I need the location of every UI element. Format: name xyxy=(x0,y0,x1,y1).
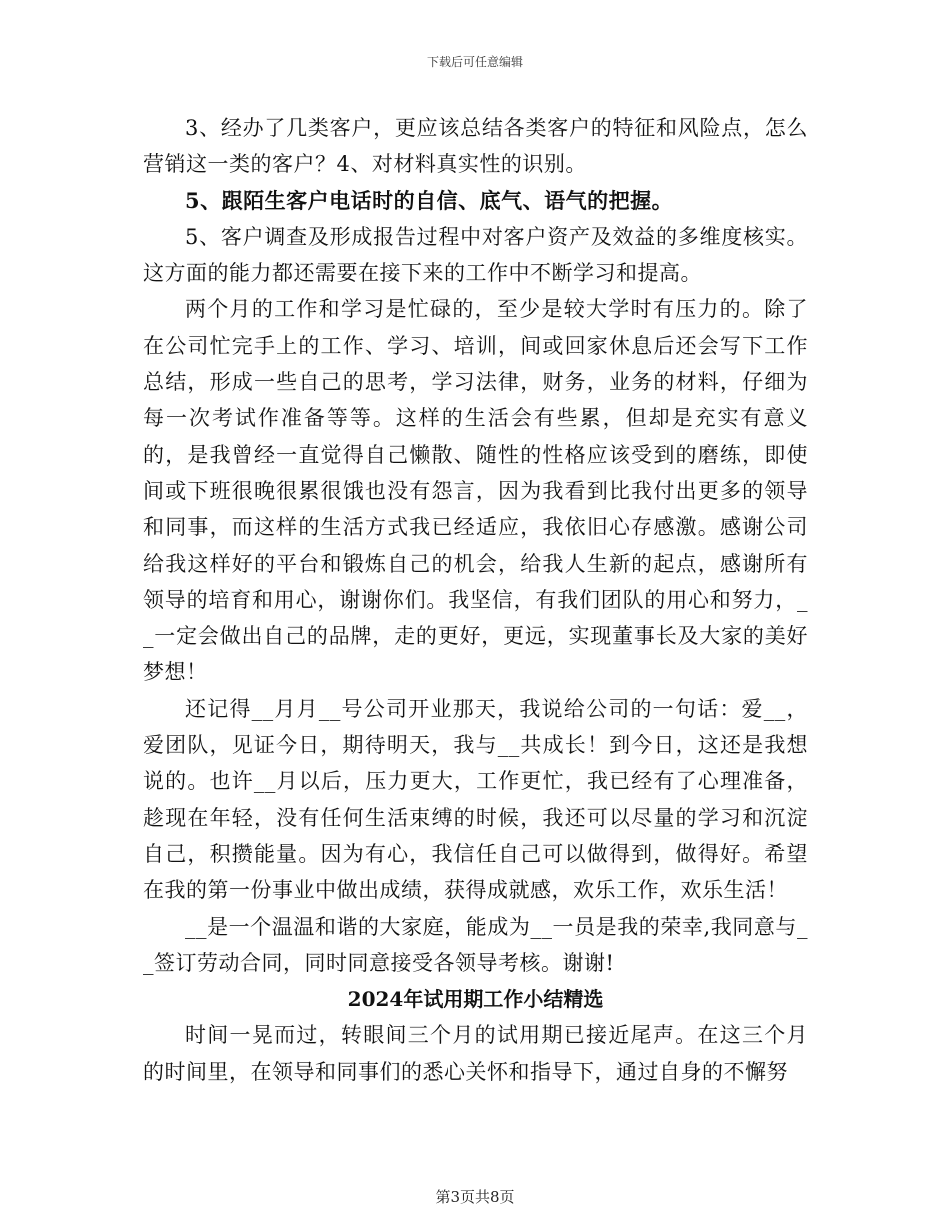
paragraph-labor-contract: __是一个温温和谐的大家庭，能成为__一员是我的荣幸,我同意与__签订劳动合同，同时同意接受各领导考核。谢谢! xyxy=(143,914,808,975)
paragraph-probation-summary: 时间一晃而过，转眼间三个月的试用期已接近尾声。在这三个月的时间里，在领导和同事们的悉心关怀和指导下，通过自身的不懈努 xyxy=(143,1023,808,1084)
paragraph-company-opening: 还记得__月月__号公司开业那天，我说给公司的一句话：爱__，爱团队，见证今日，期待明天，我与__共成长！到今日，这还是我想说的。也许__月以后，压力更大，工作更忙，我已经有了心理准备，趁现在年轻，没有任何生活束缚的时候，我还可以尽量的学习和沉淀自己，积攒能量。因为有心，我信任自己可以做得到，做得好。希望在我的第一份事业中做出成绩，获得成就感，欢乐工作，欢乐生活！ xyxy=(143,696,808,903)
paragraph-phone-confidence: 5、跟陌生客户电话时的自信、底气、语气的把握。 xyxy=(185,187,674,213)
paragraph-two-months-work: 两个月的工作和学习是忙碌的，至少是较大学时有压力的。除了在公司忙完手上的工作、学习、培训，间或回家休息后还会写下工作总结，形成一些自己的思考，学习法律，财务，业务的材料，仔细为每一次考试作准备等等。这样的生活会有些累，但却是充实有意义的，是我曾经一直觉得自己懒散、随性的性格应该受到的磨练，即使间或下班很晚很累很饿也没有怨言，因为我看到比我付出更多的领导和同事，而这样的生活方式我已经适应，我依旧心存感激。感谢公司给我这样好的平台和锻炼自己的机会，给我人生新的起点，感谢所有领导的培育和用心，谢谢你们。我坚信，有我们团队的用心和努力，__一定会做出自己的品牌，走的更好，更远，实现董事长及大家的美好梦想！ xyxy=(143,297,808,685)
paragraph-customer-types: 3、经办了几类客户，更应该总结各类客户的特征和风险点，怎么营销这一类的客户？4、对材料真实性的识别。 xyxy=(143,116,808,177)
document-body xyxy=(143,110,808,1090)
section-title: 2024年试用期工作小结精选 xyxy=(347,987,604,1012)
paragraph-customer-investigation: 5、客户调查及形成报告过程中对客户资产及效益的多维度核实。这方面的能力都还需要在接下来的工作中不断学习和提高。 xyxy=(143,224,808,286)
page-footer-number: 第3页共8页 xyxy=(435,1188,515,1206)
page-header-note: 下载后可任意编辑 xyxy=(426,55,523,69)
